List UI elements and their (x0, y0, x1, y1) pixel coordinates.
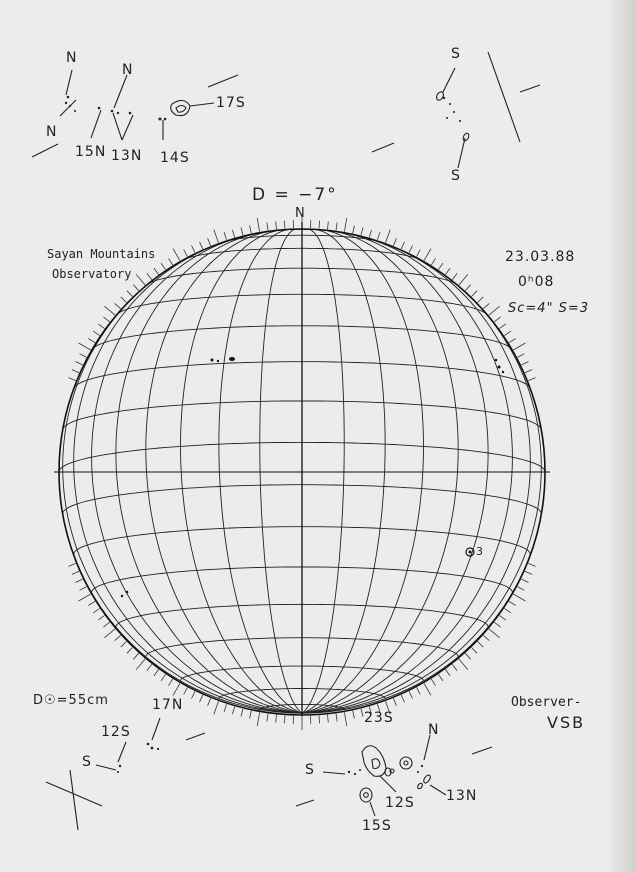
sketch-pole-label: N (46, 124, 58, 140)
sunspot-group-label: 13N (446, 788, 478, 804)
sunspot-group-label: 15S (362, 818, 392, 834)
spot-number-label: 3 (476, 545, 484, 558)
observation-date: 23.03.88 (505, 249, 576, 265)
sunspot-group-label: 15N (75, 144, 107, 160)
sketch-pole-label: S (451, 46, 461, 62)
sunspot-group-label: 14S (160, 150, 190, 166)
sketch-top-left (32, 70, 238, 157)
sunspot-group-label: 12S (101, 724, 131, 740)
sunspot-group-label: 17N (152, 697, 184, 713)
sunspot-group-label: 13N (111, 148, 143, 164)
seeing-estimate: Sc=4" S=3 (508, 301, 590, 316)
sunspot-group-label: 17S (216, 95, 246, 111)
sketch-pole-label: N (122, 62, 134, 78)
sketch-top-right (372, 52, 540, 168)
sketch-pole-label: S (82, 754, 92, 770)
sun-diameter-label: D☉=55cm (33, 693, 109, 708)
sunspots-on-disk (121, 357, 504, 597)
observation-time: 0ʰ08 (518, 274, 555, 290)
observatory-name: Sayan Mountains (47, 247, 156, 261)
sketch-pole-label: S (451, 168, 461, 184)
declination-label: D = −7° (252, 185, 338, 205)
observer-label: Observer- (511, 695, 582, 710)
sunspot-group-label: 12S (385, 795, 415, 811)
sunspot-group-label: 23S (364, 710, 394, 726)
sketch-pole-label: N (66, 50, 78, 66)
observer-initials: VSB (547, 713, 586, 732)
sketch-pole-label: N (428, 722, 440, 738)
observatory-subtitle: Observatory (52, 267, 132, 281)
sketch-pole-label: S (305, 762, 315, 778)
north-pole-mark: N (295, 206, 306, 221)
